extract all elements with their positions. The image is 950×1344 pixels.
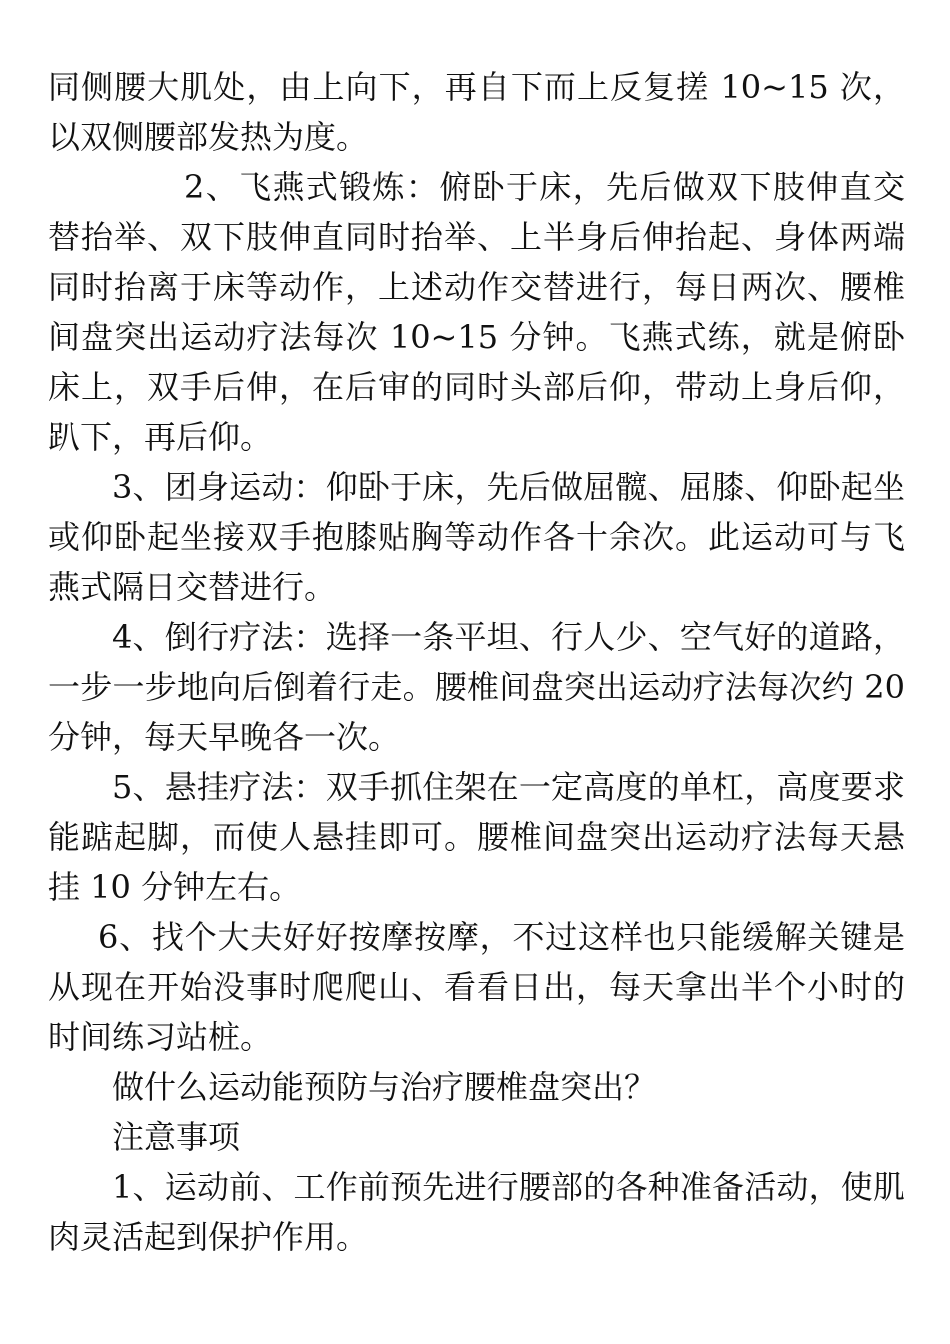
document-body [48, 62, 905, 1262]
paragraph-backward-walking: 4、倒行疗法：选择一条平坦、行人少、空气好的道路，一步一步地向后倒着行走。腰椎间盘突出运动疗法每次约 20 分钟，每天早晚各一次。 [48, 618, 905, 756]
paragraph-question-heading: 做什么运动能预防与治疗腰椎盘突出？ [112, 1068, 657, 1106]
paragraph-hanging: 5、悬挂疗法：双手抓住架在一定高度的单杠，高度要求能踮起脚，而使人悬挂即可。腰椎间盘突出运动疗法每天悬挂 10 分钟左右。 [48, 768, 905, 906]
paragraph-notes-heading: 注意事项 [112, 1118, 241, 1156]
paragraph-curl-exercise: 3、团身运动：仰卧于床，先后做屈髋、屈膝、仰卧起坐或仰卧起坐接双手抱膝贴胸等动作各十余次。此运动可与飞燕式隔日交替进行。 [48, 468, 905, 606]
paragraph-massage: 6、找个大夫好好按摩按摩，不过这样也只能缓解关键是从现在开始没事时爬爬山、看看日出，每天拿出半个小时的时间练习站桩。 [48, 918, 905, 1056]
paragraph-flying-swallow: 2、飞燕式锻炼：俯卧于床，先后做双下肢伸直交替抬举、双下肢伸直同时抬举、上半身后伸抬起、身体两端同时抬离于床等动作，上述动作交替进行，每日两次、腰椎间盘突出运动疗法每次 10~15 分钟。飞燕式练，就是俯卧床上，双手后伸，在后审的同时头部后仰，带动上身后仰，趴下，再后仰。 [48, 168, 905, 456]
paragraph-note-1: 1、运动前、工作前预先进行腰部的各种准备活动，使肌肉灵活起到保护作用。 [48, 1168, 905, 1256]
paragraph-continuation: 同侧腰大肌处，由上向下，再自下而上反复搓 10~15 次，以双侧腰部发热为度。 [48, 68, 905, 156]
